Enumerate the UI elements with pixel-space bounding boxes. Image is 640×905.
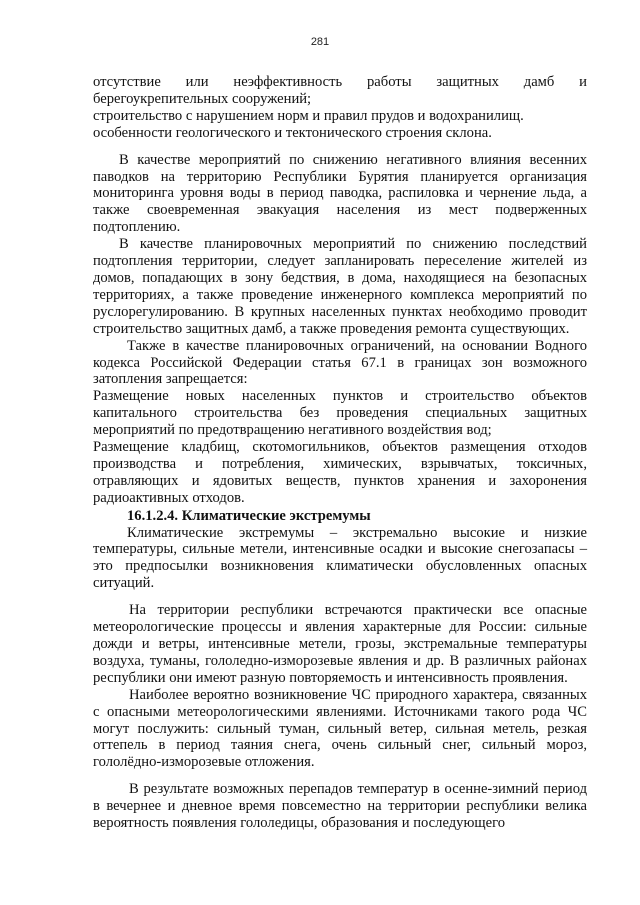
page-body	[93, 74, 587, 832]
list-item-dams: отсутствие или неэффективность работы защитных дамб и берегоукрепительных сооружений;	[93, 74, 587, 107]
paragraph-temperature-drops: В результате возможных перепадов температур в осенне-зимний период в вечернее и дневное время повсеместно на территории республики велика вероятность появления гололедицы, образования и последующего	[93, 781, 587, 832]
paragraph-emergency-sources: Наиболее вероятно возникновение ЧС природного характера, связанных с опасными метеорологическими явлениями. Источниками такого рода ЧС могут послужить: сильный туман, сильный ветер, сильная метель, резкая оттепель в период таяния снега, очень сильный снег, сильный мороз, гололёдно-изморозевые отложения.	[93, 686, 587, 771]
section-heading: 16.1.2.4. Климатические экстремумы	[127, 507, 371, 524]
paragraph-flood-measures: В качестве мероприятий по снижению негативного влияния весенних паводков на территорию Республики Бурятия планируется организация мониторинга уровня воды в период паводка, распиловка и чернение льда, а также своевременная эвакуация населения из мест подверженных подтоплению.	[93, 151, 587, 236]
paragraph-planning-measures: В качестве планировочных мероприятий по снижению последствий подтопления территории, следует запланировать переселение жителей из домов, попадающих в зону бедствия, в дома, находящиеся на безопасных территориях, а также проведение инженерного комплекса мероприятий по руслорегулированию. В крупных населенных пунктах необходимо проводит строительство защитных дамб, а также проведения ремонта существующих.	[93, 236, 587, 337]
restriction-item-settlements: Размещение новых населенных пунктов и строительство объектов капитального строительства без проведения специальных защитных мероприятий по предотвращению негативного воздействия вод;	[93, 388, 587, 439]
list-item-geology: особенности геологического и тектонического строения склона.	[93, 124, 492, 141]
page-number: 281	[310, 36, 330, 48]
restriction-item-cemeteries: Размещение кладбищ, скотомогильников, объектов размещения отходов производства и потребления, химических, взрывчатых, токсичных, отравляющих и ядовитых веществ, пунктов хранения и захоронения радиоактивных отходов.	[93, 439, 587, 506]
paragraph-planning-restrictions: Также в качестве планировочных ограничений, на основании Водного кодекса Российской Федерации статья 67.1 в границах зон возможного затопления запрещается:	[93, 337, 587, 388]
paragraph-climate-extremes: Климатические экстремумы – экстремально высокие и низкие температуры, сильные метели, интенсивные осадки и высокие снегозапасы – это предпосылки возникновения климатически обусловленных опасных ситуаций.	[93, 524, 587, 592]
paragraph-meteorological-processes: На территории республики встречаются практически все опасные метеорологические процессы и явления характерные для России: сильные дожди и ветры, интенсивные метели, грозы, экстремальные температуры воздуха, туманы, гололедно-изморозевые явления и др. В различных районах республики они имеют разную повторяемость и интенсивность проявления.	[93, 602, 587, 686]
list-item-ponds: строительство с нарушением норм и правил прудов и водохранилищ.	[93, 107, 524, 124]
